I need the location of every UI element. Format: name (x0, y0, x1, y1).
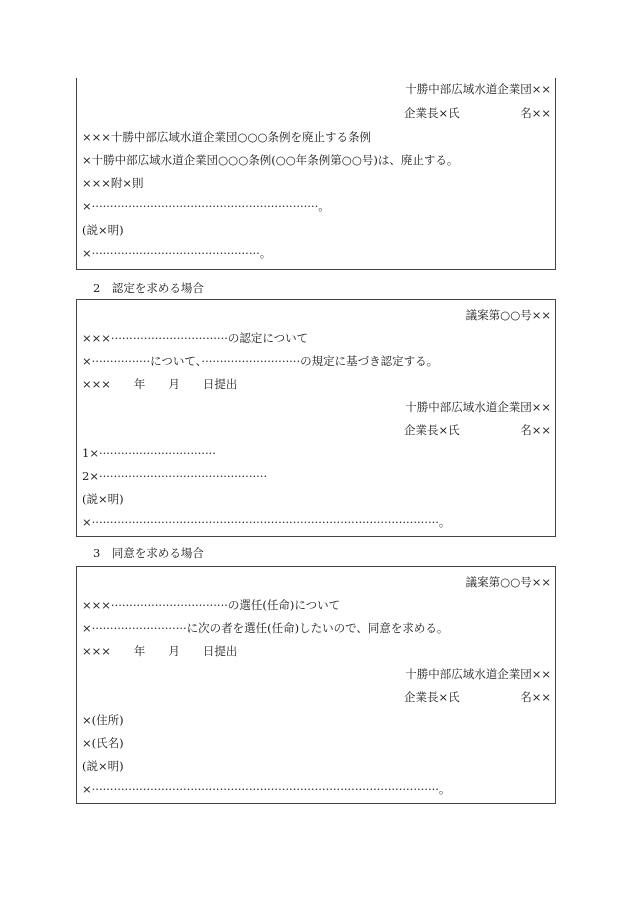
org-name: 十勝中部広域水道企業団×× (405, 667, 551, 681)
leader-name: 企業長×氏 (404, 690, 460, 704)
section2-box (76, 299, 556, 537)
leader-name: 企業長×氏 (404, 106, 460, 120)
nominee-name: ×(氏名) (82, 736, 124, 750)
bill-body: ×··························に次の者を選任(任命)したいので、同意を求める。 (82, 621, 449, 635)
supplement-heading: ×××附×則 (82, 176, 144, 190)
org-name: 十勝中部広域水道企業団×× (405, 400, 551, 414)
section1-box (76, 78, 556, 270)
bill-body: ×················について、···························の規定に基づき認定する。 (82, 354, 439, 368)
leader-name-suffix: 名×× (520, 690, 551, 704)
bill-number: 議案第○○号×× (465, 575, 551, 589)
explanation-heading: (説×明) (82, 492, 124, 506)
ordinance-body: ×十勝中部広域水道企業団○○○条例(○○年条例第○○号)は、廃止する。 (82, 153, 459, 167)
leader-name-suffix: 名×× (520, 423, 551, 437)
supplement-body: ×······························································。 (82, 199, 330, 213)
bill-title: ×××································の選任(任命)について (82, 598, 341, 612)
section3-box (76, 566, 556, 804)
nominee-address: ×(住所) (82, 713, 124, 727)
list-item: 2×·············································· (82, 469, 268, 483)
explanation-body: ×··············································。 (82, 246, 272, 260)
list-item: 1×································ (82, 446, 216, 460)
submission-date: ××× 年 月 日提出 (82, 377, 238, 391)
section2-heading: 2 認定を求める場合 (93, 281, 204, 295)
leader-name-suffix: 名×× (520, 106, 551, 120)
explanation-heading: (説×明) (82, 223, 124, 237)
org-name: 十勝中部広域水道企業団×× (405, 82, 551, 96)
bill-title: ×××································の認定について (82, 331, 309, 345)
explanation-body: ×·······························································································。 (82, 782, 451, 796)
submission-date: ××× 年 月 日提出 (82, 644, 238, 658)
ordinance-title: ×××十勝中部広域水道企業団○○○条例を廃止する条例 (82, 130, 372, 144)
leader-name: 企業長×氏 (404, 423, 460, 437)
explanation-heading: (説×明) (82, 759, 124, 773)
bill-number: 議案第○○号×× (465, 308, 551, 322)
explanation-body: ×·······························································································。 (82, 515, 451, 529)
section3-heading: 3 同意を求める場合 (93, 546, 204, 560)
